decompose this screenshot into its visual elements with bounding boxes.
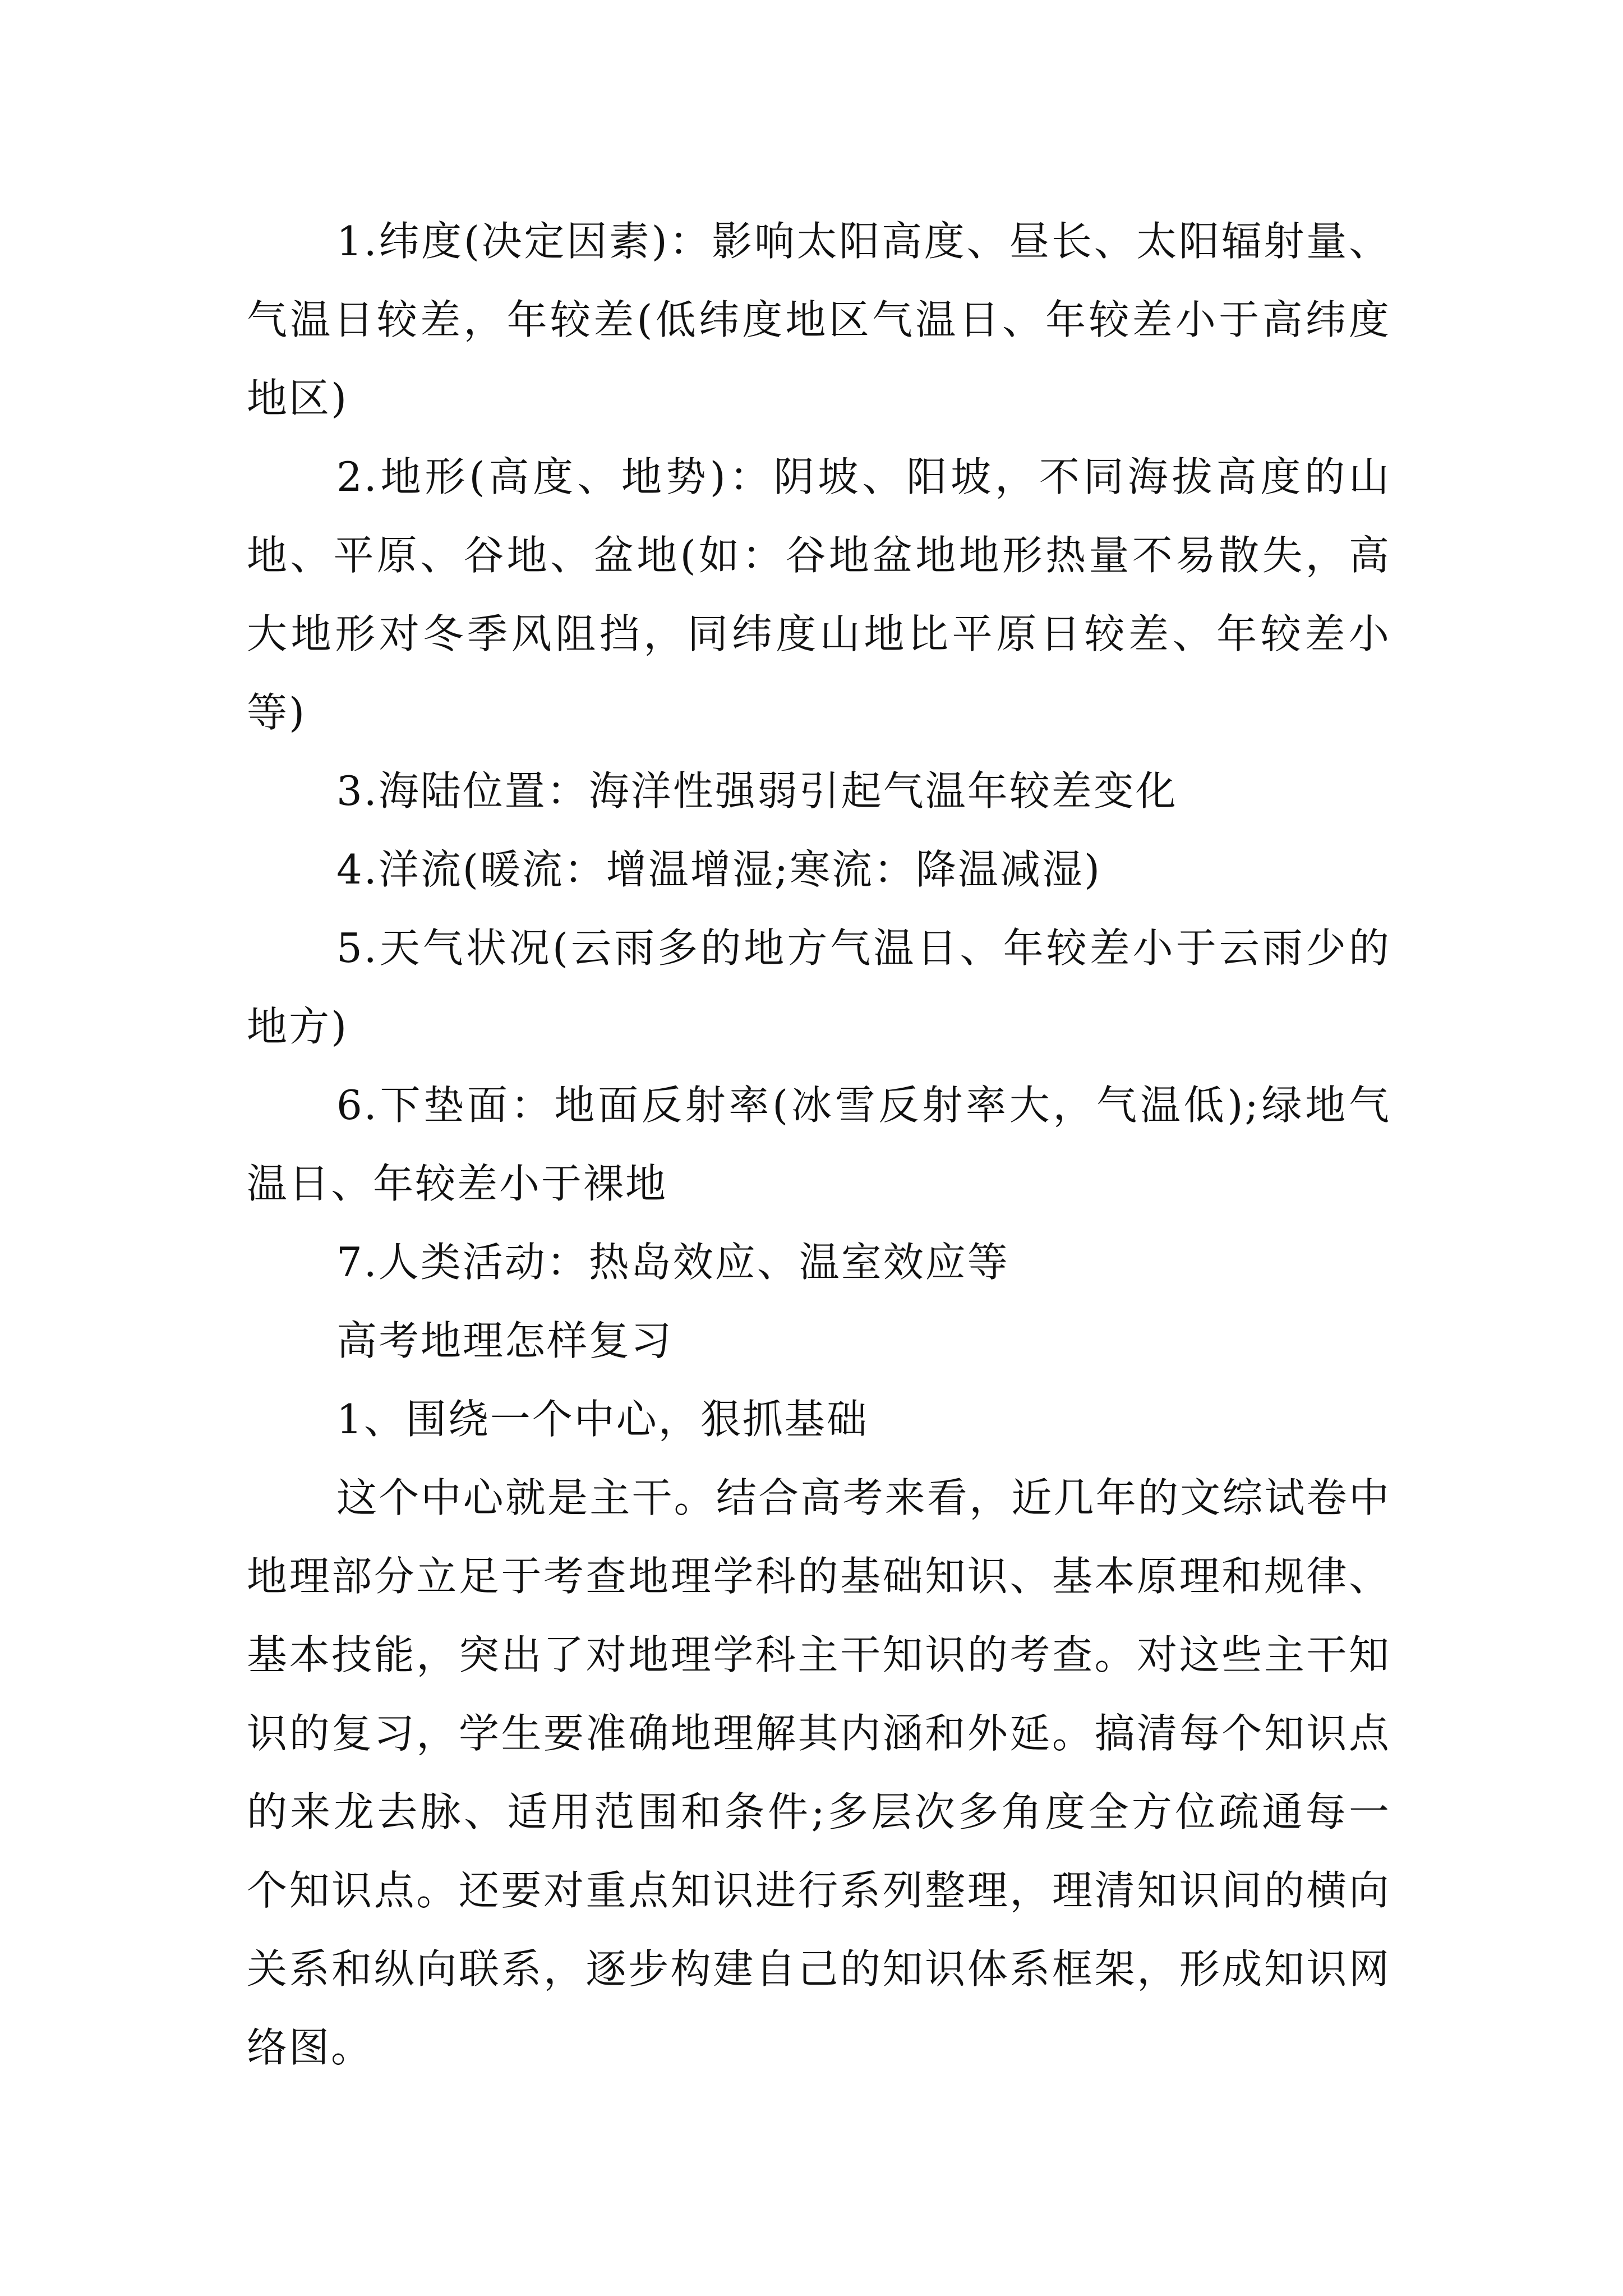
document-body	[247, 202, 1391, 2087]
subheading-one-center: 1、围绕一个中心，狠抓基础	[336, 1396, 869, 1443]
paragraph-terrain: 2.地形(高度、地势)：阴坡、阳坡，不同海拔高度的山地、平原、谷地、盆地(如：谷地盆地地形热量不易散失，高大地形对冬季风阻挡，同纬度山地比平原日较差、年较差小等)	[247, 453, 1391, 736]
paragraph-ocean-currents: 4.洋流(暖流：增温增湿;寒流：降温减湿)	[336, 846, 1102, 893]
paragraph-land-sea-position: 3.海陆位置：海洋性强弱引起气温年较差变化	[336, 767, 1178, 815]
paragraph-main-body: 这个中心就是主干。结合高考来看，近几年的文综试卷中地理部分立足于考查地理学科的基础知识、基本原理和规律、基本技能，突出了对地理学科主干知识的考查。对这些主干知识的复习，学生要准确地理解其内涵和外延。搞清每个知识点的来龙去脉、适用范围和条件;多层次多角度全方位疏通每一个知识点。还要对重点知识进行系列整理，理清知识间的横向关系和纵向联系，逐步构建自己的知识体系框架，形成知识网络图。	[247, 1474, 1391, 2071]
paragraph-latitude: 1.纬度(决定因素)：影响太阳高度、昼长、太阳辐射量、气温日较差，年较差(低纬度地区气温日、年较差小于高纬度地区)	[247, 218, 1391, 422]
paragraph-underlying-surface: 6.下垫面：地面反射率(冰雪反射率大，气温低);绿地气温日、年较差小于裸地	[247, 1082, 1391, 1207]
paragraph-weather: 5.天气状况(云雨多的地方气温日、年较差小于云雨少的地方)	[247, 924, 1391, 1050]
paragraph-human-activity: 7.人类活动：热岛效应、温室效应等	[336, 1239, 1009, 1286]
section-heading: 高考地理怎样复习	[336, 1317, 674, 1364]
